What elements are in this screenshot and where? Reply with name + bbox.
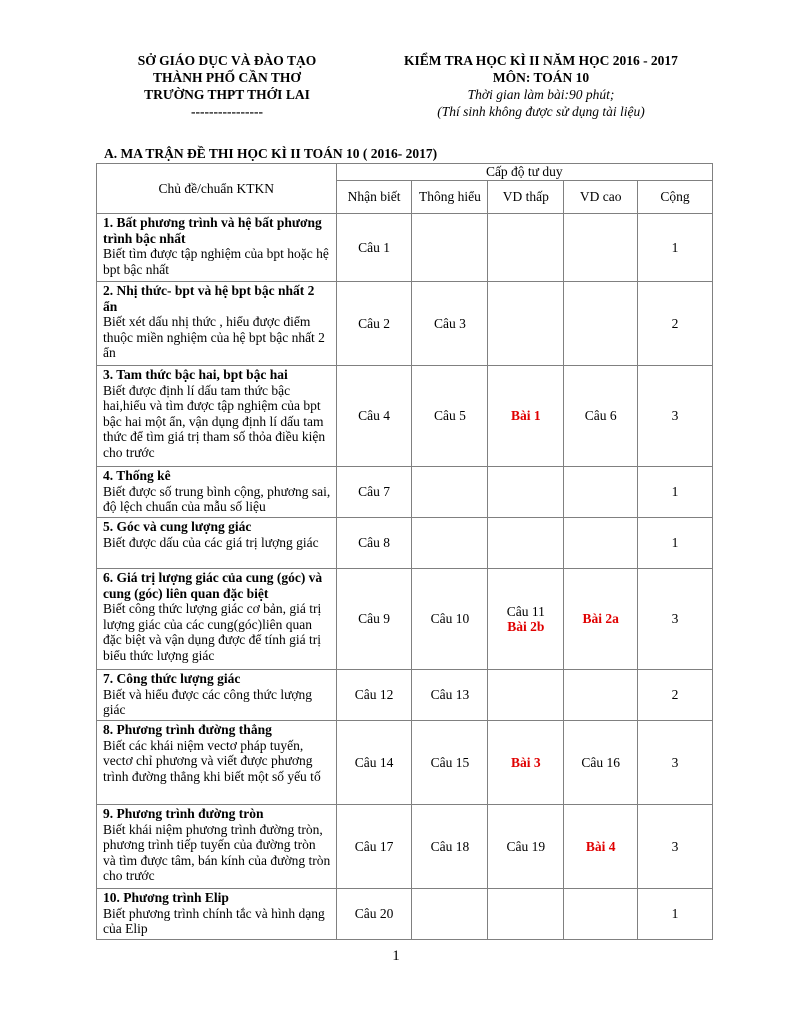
divider-line: ----------------: [191, 104, 263, 119]
cell-vd-cao-value: Câu 6: [584, 408, 617, 424]
cell-thong-hieu: [412, 366, 488, 467]
col-header-topic: Chủ đề/chuẩn KTKN: [97, 164, 337, 214]
cell-cong: [638, 670, 713, 721]
cell-vd-thap-value: Câu 19: [506, 838, 546, 854]
topic-cell: [97, 889, 337, 940]
cell-vd-cao-value: Bài 4: [585, 838, 616, 854]
col-header-vd-cao: VD cao: [564, 181, 638, 214]
cell-thong-hieu: [412, 569, 488, 670]
cell-nhan-biet-value: Câu 17: [354, 838, 394, 854]
cell-thong-hieu-value: Câu 10: [430, 611, 470, 627]
cell-cong-value: 3: [671, 611, 679, 627]
cell-vd-thap: [488, 721, 564, 805]
cell-nhan-biet: [336, 518, 412, 569]
cell-nhan-biet-value: Câu 14: [354, 754, 394, 770]
col-header-cong: Cộng: [638, 181, 713, 214]
cell-nhan-biet-value: Câu 4: [358, 408, 390, 424]
col-header-nhan-biet: Nhận biết: [336, 181, 412, 214]
topic-title: 2. Nhị thức- bpt và hệ bpt bậc nhất 2 ẩn: [103, 283, 315, 314]
topic-cell: [97, 467, 337, 518]
cell-thong-hieu-value: Câu 15: [430, 754, 470, 770]
table-row: [97, 366, 713, 467]
table-row: [97, 518, 713, 569]
cell-cong: [638, 282, 713, 366]
department-header: [95, 52, 359, 120]
cell-vd-cao: [564, 518, 638, 569]
cell-cong: [638, 518, 713, 569]
topic-title: 3. Tam thức bậc hai, bpt bậc hai: [103, 367, 288, 382]
cell-vd-thap: [488, 805, 564, 889]
cell-vd-thap: [488, 366, 564, 467]
exam-title: KIỂM TRA HỌC KÌ II NĂM HỌC 2016 - 2017: [404, 53, 678, 68]
city-line: THÀNH PHỐ CẦN THƠ: [153, 70, 301, 85]
cell-cong-value: 1: [671, 239, 679, 255]
cell-nhan-biet: [336, 805, 412, 889]
topic-cell: [97, 214, 337, 282]
table-row: [97, 721, 713, 805]
cell-vd-cao: [564, 805, 638, 889]
topic-description: Biết phương trình chính tắc và hình dạng của Elip: [103, 905, 325, 936]
cell-vd-cao-value: Bài 2a: [582, 611, 619, 627]
topic-description: Biết được định lí dấu tam thức bậc hai,hiểu và tìm được tập nghiệm của bpt bậc hai một ẩn, vận dụng định lí dấu tam thức để tìm giá trị tham số thỏa điều kiện cho trước: [103, 382, 326, 460]
cell-vd-thap-value: Bài 3: [510, 754, 541, 770]
cell-vd-cao: [564, 366, 638, 467]
topic-description: Biết khái niệm phương trình đường tròn, phương trình tiếp tuyến của đường tròn và tìm được tâm, bán kính của đường tròn cho trước: [103, 821, 331, 883]
topic-cell: [97, 282, 337, 366]
cell-nhan-biet-value: Câu 1: [358, 239, 390, 255]
cell-cong: [638, 214, 713, 282]
cell-vd-thap: [488, 889, 564, 940]
cell-thong-hieu-value: Câu 5: [433, 408, 466, 424]
cell-cong: [638, 889, 713, 940]
cell-cong-value: 2: [671, 315, 679, 331]
cell-cong-value: 3: [671, 408, 679, 424]
cell-vd-thap: [488, 467, 564, 518]
table-row: [97, 805, 713, 889]
cell-vd-cao: [564, 889, 638, 940]
cell-cong-value: 3: [671, 754, 679, 770]
cell-nhan-biet-value: Câu 7: [358, 484, 390, 500]
topic-title: 10. Phương trình Elip: [103, 890, 229, 905]
cell-vd-cao: [564, 282, 638, 366]
cell-thong-hieu-value: Câu 13: [430, 687, 470, 703]
cell-cong-value: 1: [671, 535, 679, 551]
topic-description: Biết công thức lượng giác cơ bản, giá trị lượng giác của các cung(góc)liên quan đặc biệt và vận dụng được để tính giá trị biểu thức lượng giác: [103, 601, 322, 663]
cell-cong-value: 3: [671, 838, 679, 854]
cell-nhan-biet: [336, 282, 412, 366]
school-line: TRƯỜNG THPT THỚI LAI: [144, 87, 310, 102]
cell-vd-cao: [564, 467, 638, 518]
cell-vd-cao-value: Câu 16: [581, 754, 620, 770]
topic-description: Biết xét dấu nhị thức , hiểu được điểm thuộc miền nghiệm của hệ bpt bậc nhất 2 ẩn: [103, 314, 325, 360]
cell-cong-value: 1: [671, 906, 679, 922]
cell-vd-thap-value: Bài 2b: [507, 619, 545, 634]
exam-time: Thời gian làm bài:90 phút;: [467, 87, 615, 102]
cell-vd-thap: [488, 569, 564, 670]
cell-vd-cao: [564, 670, 638, 721]
topic-description: Biết và hiểu được các công thức lượng giác: [103, 686, 313, 717]
cell-thong-hieu: [412, 889, 488, 940]
topic-description: Biết được số trung bình cộng, phương sai, độ lệch chuẩn của mẫu số liệu: [103, 483, 331, 514]
topic-title: 7. Công thức lượng giác: [103, 671, 241, 686]
cell-cong-value: 2: [671, 687, 679, 703]
cell-thong-hieu: [412, 518, 488, 569]
cell-vd-thap-value: Câu 11: [506, 603, 545, 619]
cell-cong: [638, 467, 713, 518]
topic-cell: [97, 518, 337, 569]
col-header-vd-thap: VD thấp: [488, 181, 564, 214]
cell-thong-hieu: [412, 282, 488, 366]
cell-vd-thap: [488, 670, 564, 721]
cell-nhan-biet: [336, 467, 412, 518]
topic-cell: [97, 366, 337, 467]
cell-nhan-biet: [336, 889, 412, 940]
exam-header: [385, 52, 697, 120]
topic-title: 1. Bất phương trình và hệ bất phương trình bậc nhất: [103, 215, 322, 246]
topic-title: 8. Phương trình đường thẳng: [103, 722, 272, 737]
cell-vd-thap: [488, 282, 564, 366]
cell-nhan-biet: [336, 721, 412, 805]
table-row: [97, 467, 713, 518]
group-header: Cấp độ tư duy: [336, 164, 712, 181]
cell-thong-hieu-value: Câu 3: [433, 315, 466, 331]
cell-cong: [638, 569, 713, 670]
topic-title: 4. Thống kê: [103, 468, 171, 483]
table-row: [97, 569, 713, 670]
topic-description: Biết tìm được tập nghiệm của bpt hoặc hệ bpt bậc nhất: [103, 246, 329, 277]
col-header-thong-hieu: Thông hiểu: [412, 181, 488, 214]
topic-cell: [97, 805, 337, 889]
cell-vd-cao: [564, 569, 638, 670]
cell-nhan-biet-value: Câu 9: [358, 611, 390, 627]
cell-cong-value: 1: [671, 484, 679, 500]
cell-vd-cao: [564, 721, 638, 805]
cell-nhan-biet: [336, 569, 412, 670]
cell-nhan-biet-value: Câu 20: [354, 906, 394, 922]
cell-thong-hieu: [412, 214, 488, 282]
page-number: 1: [392, 948, 400, 964]
cell-nhan-biet-value: Câu 8: [358, 535, 390, 551]
cell-thong-hieu: [412, 721, 488, 805]
exam-subject: MÔN: TOÁN 10: [492, 70, 590, 85]
topic-cell: [97, 721, 337, 805]
cell-cong: [638, 366, 713, 467]
exam-matrix-table: [96, 163, 713, 940]
cell-nhan-biet-value: Câu 12: [354, 687, 394, 703]
cell-nhan-biet: [336, 214, 412, 282]
cell-nhan-biet-value: Câu 2: [358, 315, 390, 331]
cell-cong: [638, 805, 713, 889]
cell-vd-thap-value: Bài 1: [510, 408, 541, 424]
topic-description: Biết được dấu của các giá trị lượng giác: [103, 534, 319, 550]
cell-thong-hieu: [412, 467, 488, 518]
cell-vd-thap: [488, 214, 564, 282]
cell-nhan-biet: [336, 366, 412, 467]
table-row: [97, 214, 713, 282]
topic-title: 5. Góc và cung lượng giác: [103, 519, 252, 534]
department-line: SỞ GIÁO DỤC VÀ ĐÀO TẠO: [137, 53, 317, 68]
topic-description: Biết các khái niệm vectơ pháp tuyến, vectơ chỉ phương và viết được phương trình đường thẳng khi biết một số yếu tố: [103, 737, 321, 784]
cell-thong-hieu-value: Câu 18: [430, 838, 470, 854]
table-row: [97, 889, 713, 940]
exam-note: (Thí sinh không được sử dụng tài liệu): [437, 104, 645, 119]
table-row: [97, 670, 713, 721]
cell-vd-cao: [564, 214, 638, 282]
cell-thong-hieu: [412, 670, 488, 721]
topic-title: 6. Giá trị lượng giác của cung (góc) và cung (góc) liên quan đặc biệt: [103, 570, 323, 601]
cell-vd-thap: [488, 518, 564, 569]
section-title: A. MA TRẬN ĐỀ THI HỌC KÌ II TOÁN 10 ( 2016- 2017): [104, 146, 438, 161]
cell-cong: [638, 721, 713, 805]
topic-title: 9. Phương trình đường tròn: [103, 806, 264, 821]
cell-thong-hieu: [412, 805, 488, 889]
topic-cell: [97, 569, 337, 670]
cell-nhan-biet: [336, 670, 412, 721]
topic-cell: [97, 670, 337, 721]
table-row: [97, 282, 713, 366]
